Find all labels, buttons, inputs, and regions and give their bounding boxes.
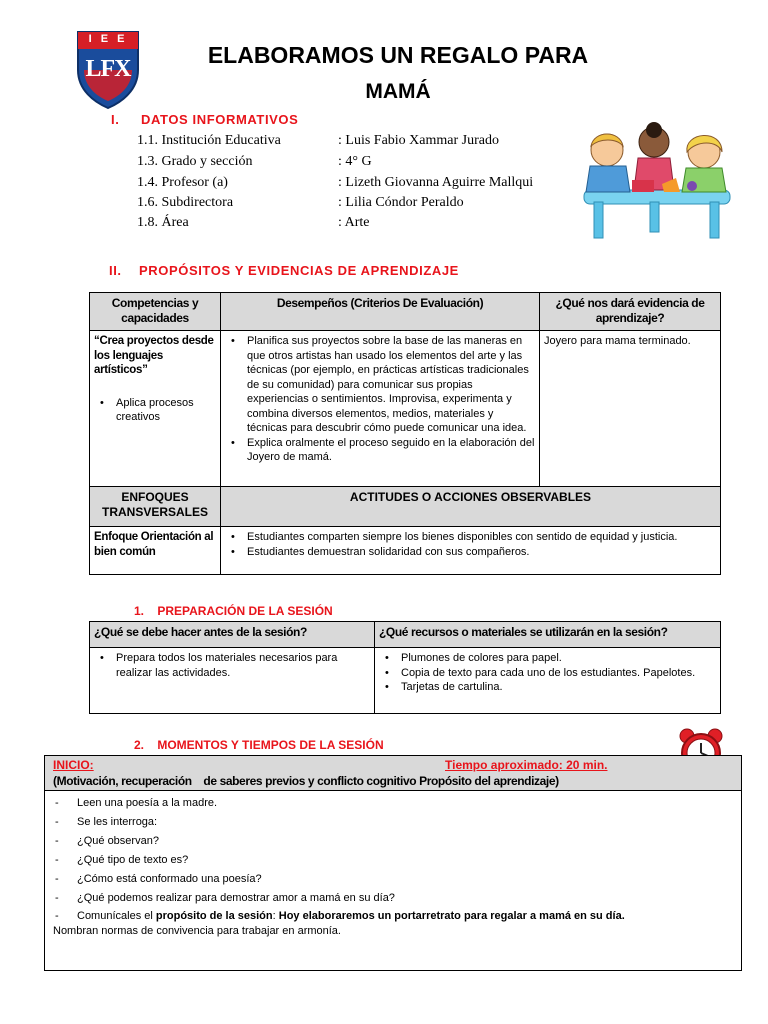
logo-monogram: LFX (85, 56, 131, 82)
moments-heading: 2. MOMENTOS Y TIEMPOS DE LA SESIÓN (134, 738, 384, 752)
info-row-subdirector (137, 195, 567, 215)
info-row-institution (137, 133, 567, 153)
competence-name: “Crea proyectos desde los lenguajes artísticos” (94, 335, 214, 376)
page-title-line2: MAMÁ (365, 80, 431, 103)
resource-item: • Copia de texto para cada uno de los estudiantes. Papelotes. (401, 666, 716, 681)
inicio-label: INICIO: (53, 758, 94, 772)
logo-top-text: I E E (88, 33, 128, 45)
time-label: Tiempo aproximado: 20 min. (445, 758, 608, 772)
page-title-line1: ELABORAMOS UN REGALO PARA (207, 42, 589, 68)
resource-item: • Plumones de colores para papel. (401, 651, 716, 666)
info-row-teacher (137, 175, 567, 195)
inicio-item: - Se les interroga: (77, 813, 737, 832)
info-label: 1.3. Grado y sección (137, 154, 253, 169)
inicio-item: - ¿Qué tipo de texto es? (77, 851, 737, 870)
performances-list (225, 334, 535, 465)
resources-cell (375, 648, 721, 714)
resource-item: • Tarjetas de cartulina. (401, 680, 716, 695)
inicio-content (53, 794, 737, 938)
action-item: • Estudiantes demuestran solidaridad con sus compañeros. (247, 545, 716, 560)
evidence-cell: Joyero para mama terminado. (540, 331, 721, 487)
purposes-table (89, 292, 721, 575)
preparation-table (89, 621, 721, 714)
section2-number: II. (109, 263, 122, 278)
resources-list (379, 651, 716, 695)
purpose-colon: : (272, 910, 279, 922)
header-performances: Desempeños (Criterios De Evaluación) (221, 293, 540, 331)
enfoque-cell: Enfoque Orientación al bien común (90, 527, 221, 575)
inicio-item: - Leen una poesía a la madre. (77, 794, 737, 813)
before-item: • Prepara todos los materiales necesarios para realizar las actividades. (116, 651, 370, 680)
section2-title: PROPÓSITOS Y EVIDENCIAS DE APRENDIZAJE (139, 263, 459, 278)
competence-cell (90, 331, 221, 487)
children-crafting-illustration (572, 122, 742, 242)
info-row-area (137, 215, 567, 235)
info-value: : Lilia Cóndor Peraldo (338, 195, 464, 210)
capacity-item: • Aplica procesos creativos (116, 396, 216, 425)
section1-heading (111, 112, 298, 127)
section1-number: I. (111, 112, 120, 127)
inicio-subtitle: (Motivación, recuperación de saberes previos y conflicto cognitivo Propósito del aprendizaje) (53, 774, 559, 788)
purpose-text: Hoy elaboraremos un portarretrato para regalar a mamá en su día. (278, 910, 625, 922)
performance-item: • Explica oralmente el proceso seguido en la elaboración del Joyero de mamá. (247, 436, 535, 465)
action-item: • Estudiantes comparten siempre los bienes disponibles con sentido de equidad y justicia. (247, 530, 716, 545)
inicio-item: - ¿Cómo está conformado una poesía? (77, 870, 737, 889)
inicio-item-purpose (77, 908, 737, 924)
info-value: : 4° G (338, 154, 372, 169)
info-value: : Luis Fabio Xammar Jurado (338, 133, 499, 148)
info-label: 1.8. Área (137, 215, 189, 230)
section2-heading (109, 263, 459, 278)
before-cell (90, 648, 375, 714)
header-competencies: Competencias y capacidades (90, 293, 221, 331)
purpose-prefix: Comunícales el (77, 910, 156, 922)
inicio-item: - ¿Qué observan? (77, 832, 737, 851)
inicio-closing: Nombran normas de convivencia para trabajar en armonía. (53, 925, 341, 937)
performances-cell (221, 331, 540, 487)
info-label: 1.4. Profesor (a) (137, 175, 228, 190)
capacity-list (94, 396, 216, 425)
header-evidence: ¿Qué nos dará evidencia de aprendizaje? (540, 293, 721, 331)
info-row-grade (137, 154, 567, 174)
inicio-box (44, 755, 742, 971)
actions-list (225, 530, 716, 559)
info-value: : Lizeth Giovanna Aguirre Mallqui (338, 175, 534, 190)
inicio-item: - ¿Qué podemos realizar para demostrar amor a mamá en su día? (77, 889, 737, 908)
inicio-header (45, 756, 741, 791)
info-label: 1.6. Subdirectora (137, 195, 234, 210)
info-value: : Arte (338, 215, 370, 230)
before-list (94, 651, 370, 680)
header-before: ¿Qué se debe hacer antes de la sesión? (90, 622, 375, 648)
info-label: 1.1. Institución Educativa (137, 133, 281, 148)
section1-title: DATOS INFORMATIVOS (141, 112, 299, 127)
inicio-items (53, 794, 737, 924)
header-resources: ¿Qué recursos o materiales se utilizarán en la sesión? (375, 622, 721, 648)
actions-cell (221, 527, 721, 575)
header-actitudes: ACTITUDES O ACCIONES OBSERVABLES (221, 487, 721, 527)
preparation-heading: 1. PREPARACIÓN DE LA SESIÓN (134, 604, 333, 618)
purpose-label: propósito de la sesión (155, 910, 273, 922)
header-enfoques: ENFOQUES TRANSVERSALES (90, 487, 221, 527)
performance-item: • Planifica sus proyectos sobre la base de las maneras en que otros artistas han usado los elementos del arte y las técnicas (por ejemplo, en prácticas artísticas tradicionales de su comunidad) para comunicar sus propias experiencias o sentimientos. Improvisa, experimenta y combina diversos elementos, medios, materiales y técnicas para descubrir cómo puede comunicar una idea. (247, 334, 535, 436)
